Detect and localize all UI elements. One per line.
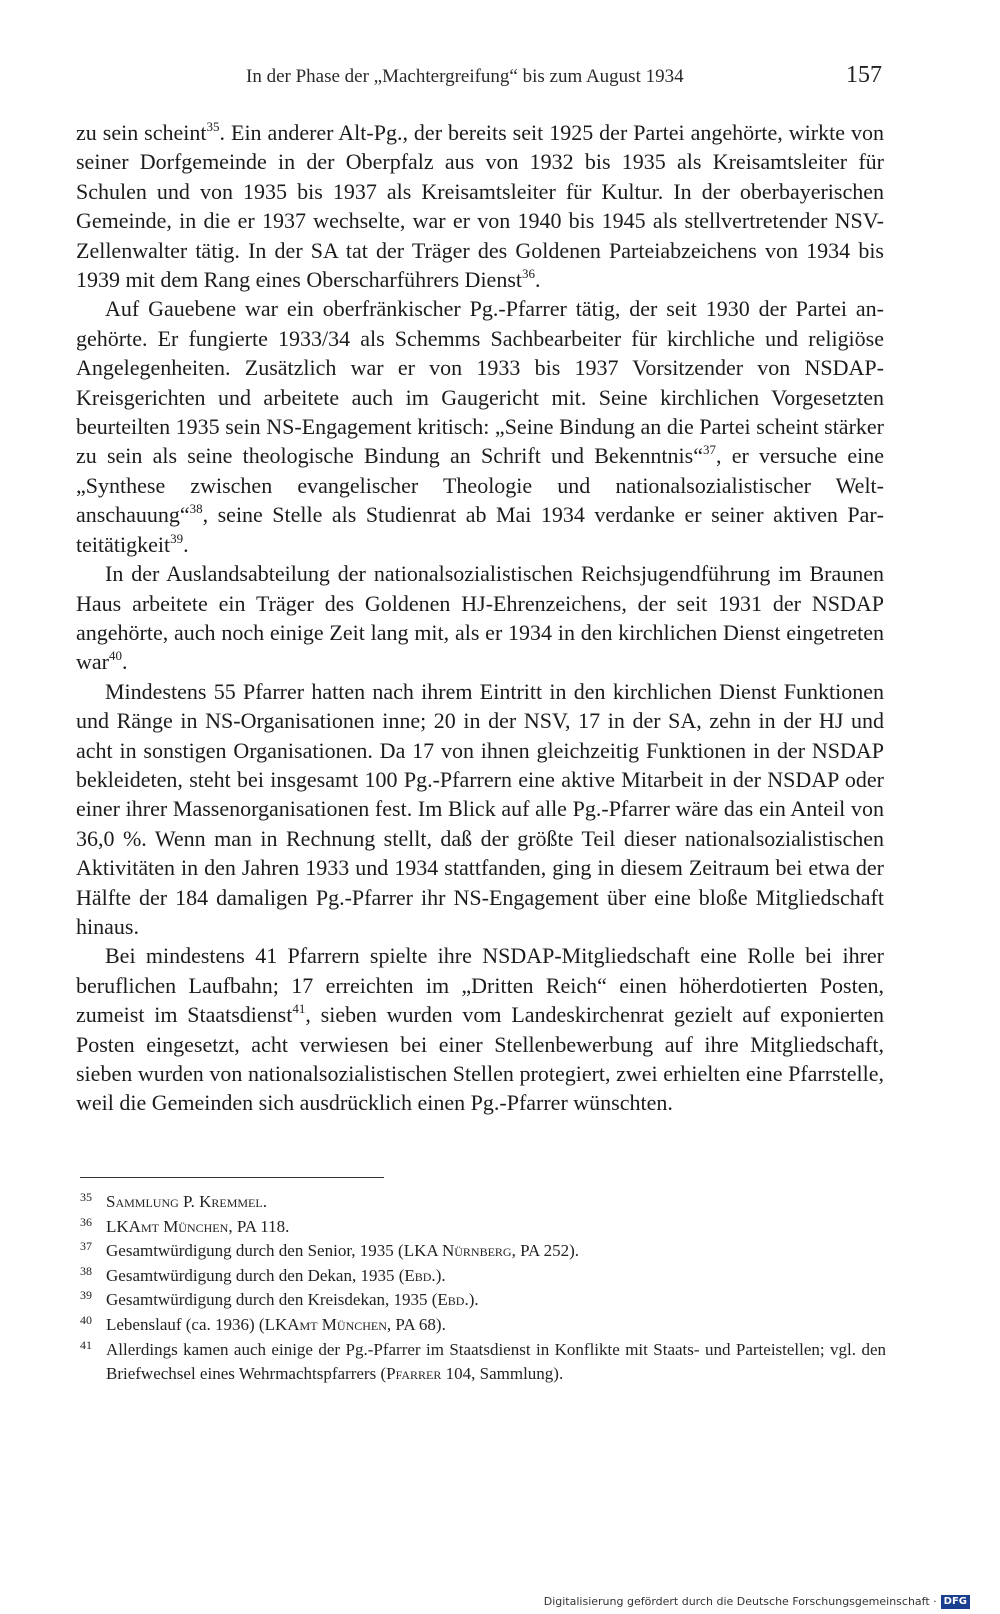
digitization-credit [544, 1595, 970, 1609]
text-run: Mindestens 55 Pfarrer hatten nach ihrem Eintritt in den kirchlichen Dienst Funktionen und Ränge in NS-Organisationen inne; 20 in der NSV, 17 in der SA, zehn in der HJ und acht in sonstigen Organisationen. Da 17 von ihnen gleichzeitig Funktionen in der NSDAP bekleideten, steht bei insgesamt 100 Pg.-Pfarrern eine aktive Mitarbeit in der NSDAP oder einer ihrer Massenorganisationen fest. Im Blick auf alle Pg.-Pfarrer wäre das ein Anteil von 36,0 %. Wenn man in Rechnung stellt, daß der größte Teil dieser nationalsozialistischen Aktivitäten in den Jahren 1933 und 1934 stattfanden, ging in diesem Zeitraum bei etwa der Hälfte der 184 damaligen Pg.-Pfarrer ihr NS-Engagement über eine bloße Mitgliedschaft hinaus. [76, 678, 884, 939]
dfg-logo: DFG [941, 1595, 970, 1609]
footnote-ref: 40 [108, 648, 122, 664]
text-run: In der Auslandsabteilung der nationalsozialistischen Reichsjugendführung im Braunen Haus arbeitete ein Träger des Goldenen HJ-Ehrenzeichens, der seit 1931 der NSDAP angehörte, auch noch einige Zeit lang mit, als er 1934 in den kirchlichen Dienst eingetreten war [76, 561, 884, 675]
footnote-41 [80, 1338, 886, 1387]
text-run: zu sein scheint [76, 120, 207, 145]
footnote-number-label: 38 [80, 1263, 92, 1278]
footnote-36 [80, 1215, 886, 1240]
footnote-text: Pfarrer [386, 1364, 442, 1384]
body-text [76, 118, 884, 1118]
footnotes [80, 1190, 886, 1387]
footnote-ref: 41 [292, 1001, 306, 1017]
footnote-number-label: 36 [80, 1214, 92, 1229]
footnote-number [80, 1338, 106, 1363]
footnote-ref: 35 [206, 119, 220, 134]
paragraph-1 [76, 118, 884, 294]
footnote-ref: 37 [703, 442, 716, 458]
footnote-text: Sammlung P. Kremmel. [106, 1192, 267, 1211]
running-title: In der Phase der „Machtergreifung“ bis zum August 1934 [246, 66, 684, 87]
text-run: Bei mindestens 41 Pfarrern spielte ihre NSDAP-Mitgliedschaft eine Rolle bei ihrer beruflichen Laufbahn; 17 erreichten im „Dritten Reich“ einen höherdotierten Posten, zumeist im Staatsdienst [76, 943, 884, 1028]
text-run: . [121, 649, 128, 675]
text-run: . [183, 531, 189, 557]
footnote-number-label: 39 [80, 1288, 92, 1303]
text-run: . [535, 267, 541, 293]
credit-text: Digitalisierung gefördert durch die Deutsche Forschungsgemeinschaft · [543, 1595, 937, 1608]
footnote-number [80, 1215, 106, 1240]
footnote-text: LKAmt München [106, 1216, 229, 1236]
footnote-number-label: 35 [80, 1190, 92, 1204]
footnote-text: Gesamtwürdigung durch den Senior, 1935 ( [106, 1241, 404, 1261]
footnote-text: Gesamtwürdigung durch den Kreisdekan, 1935 ( [106, 1290, 438, 1310]
text-run: Auf Gauebene war ein oberfränkischer Pg.-Pfarrer tätig, der seit 1930 der Partei angehörte. Er fungierte 1933/34 als Schemms Sachbearbeiter für kirchliche und religiöse Angelegenheiten. Zusätzlich war er von 1933 bis 1937 Vorsitzender von NSDAP-Kreisgerichten und arbeitete auch im Gaugericht mit. Seine kirchlichen Vorgesetzten beurteilten 1935 sein NS-Engagement kritisch: „Seine Bindung an die Partei scheint stärker zu sein als seine theologische Bindung an Schrift und Bekenntnis“ [76, 296, 884, 469]
footnote-number-label: 37 [80, 1239, 92, 1254]
footnote-text: ). [468, 1290, 479, 1310]
footnote-number-label: 40 [80, 1312, 92, 1327]
footnote-number [80, 1288, 106, 1313]
footnote-divider [80, 1177, 384, 1178]
footnote-text: , PA 68). [386, 1314, 446, 1334]
footnote-text: Lebenslauf (ca. 1936) ( [106, 1314, 265, 1334]
page-number: 157 [846, 62, 882, 88]
text-run: , seine Stelle als Studienrat ab Mai 1934 verdanke er seiner aktiven Parteitätigkeit [76, 502, 884, 557]
paragraph-4 [76, 677, 884, 942]
paragraph-5 [76, 941, 884, 1117]
footnote-number [80, 1264, 106, 1289]
footnote-number [80, 1190, 106, 1215]
footnote-number [80, 1313, 106, 1338]
paragraph-2 [76, 294, 884, 559]
footnote-ref: 36 [522, 266, 535, 282]
footnote-text: Gesamtwürdigung durch den Dekan, 1935 ( [106, 1265, 405, 1285]
footnote-text: Allerdings kamen auch einige der Pg.-Pfarrer im Staatsdienst in Konflikte mit Staats- und Parteistellen; vgl. den Briefwechsel eines Wehrmachtspfarrers ( [106, 1339, 886, 1384]
text-run: , sieben wurden vom Landeskirchenrat gezielt auf exponierten Posten eingesetzt, acht verwiesen bei einer Stellenbewerbung auf ihre Mitgliedschaft, sieben wurden von nationalsozialistischen Stellen protegiert, zwei erhielten eine Pfarrstelle, weil die Gemeinden sich ausdrücklich einen Pg.-Pfarrer wünschten. [76, 1002, 884, 1116]
footnote-number-label: 41 [80, 1337, 92, 1352]
footnote-text: Ebd. [437, 1290, 469, 1310]
footnote-text: Ebd. [404, 1265, 436, 1285]
footnote-37 [80, 1239, 886, 1264]
running-header [76, 64, 882, 92]
footnote-ref: 38 [189, 501, 203, 517]
footnote-text: 104, Sammlung). [441, 1364, 564, 1384]
paragraph-3 [76, 559, 884, 677]
footnote-text: LKAmt München [264, 1314, 387, 1334]
footnote-40 [80, 1313, 886, 1338]
footnote-number [80, 1239, 106, 1264]
text-run: , er versuche eine „Synthese zwischen evangelischer Theologie und nationalsozialistischer Weltanschauung“ [76, 443, 885, 528]
footnote-38 [80, 1264, 886, 1289]
footnote-text: ). [435, 1265, 446, 1285]
footnote-text: , PA 252). [511, 1241, 579, 1261]
footnote-35 [80, 1190, 886, 1215]
text-run: . Ein anderer Alt-Pg., der bereits seit 1925 der Partei angehörte, wirkte von seiner Dorfgemeinde in der Oberpfalz aus von 1932 bis 1935 als Kreisamtsleiter für Schulen und von 1935 bis 1937 als Kreisamtsleiter für Kultur. In der oberbayerischen Gemeinde, in die er 1937 wechselte, war er von 1940 bis 1945 als stellvertretender NSV-Zellenwalter tätig. In der SA tat der Träger des Goldenen Parteiabzeichens von 1934 bis 1939 mit dem Rang eines Oberscharführers Dienst [76, 120, 884, 293]
footnote-39 [80, 1288, 886, 1313]
footnote-ref: 39 [170, 530, 184, 546]
footnote-text: , PA 118. [228, 1216, 290, 1236]
footnote-text: LKA Nürnberg [403, 1241, 512, 1261]
